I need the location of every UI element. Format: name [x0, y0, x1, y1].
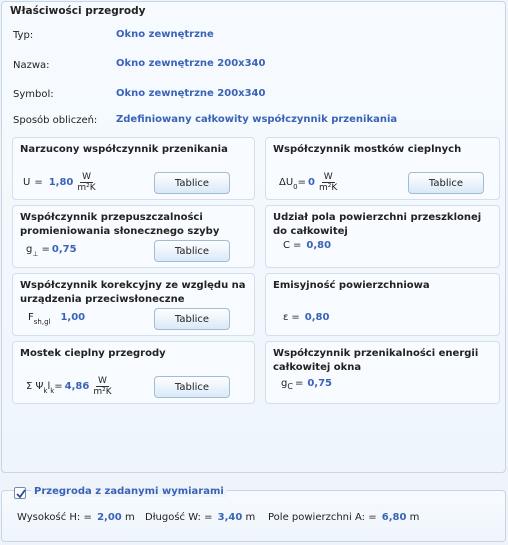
area-field: Pole powierzchni A: = 6,80 m [268, 512, 420, 523]
unit: $\frac{W}{\text{m²K}}$ [93, 376, 112, 397]
symbol: ΔU [279, 177, 294, 188]
symbol: Σ Ψ [26, 381, 44, 392]
box-total-energy-transmittance [265, 341, 500, 404]
formula-u [23, 172, 96, 193]
equals: = [294, 378, 304, 389]
formula-m: Σ Ψ k l k = 4,86 $\frac{W}{\text{m²K}}$ [26, 376, 112, 397]
symbol: F [28, 312, 34, 323]
box-title: Współczynnik mostków cieplnych [273, 144, 462, 155]
equals: = [292, 240, 302, 251]
formula-e [283, 312, 329, 323]
box-title: Udział pola powierzchni przeszklonej do całkowitej [273, 212, 482, 237]
value-u: 1,80 [48, 177, 74, 188]
value-gc: 0,75 [307, 378, 333, 389]
height-field: Wysokość H: = 2,00 m [17, 512, 135, 523]
value-du: 0 [308, 177, 315, 188]
box-title: Współczynnik korekcyjny ze względu na urządzenia przeciwsłoneczne [20, 280, 246, 305]
symbol-label: Symbol: [13, 89, 54, 100]
height-value[interactable]: 2,00 [97, 512, 122, 523]
box-title: Współczynnik przepuszczalności promieniowania słonecznego szyby [20, 212, 220, 237]
calc-method-label: Sposób obliczeń: [13, 115, 98, 126]
tables-button-m[interactable]: Tablice [154, 376, 230, 398]
equals: = [41, 244, 50, 255]
symbol-value: Okno zewnętrzne 200x340 [116, 88, 266, 99]
symbol: ε [283, 312, 289, 323]
tables-button-g[interactable]: Tablice [154, 240, 230, 262]
formula-c [283, 240, 331, 251]
area-value: 6,80 [381, 512, 407, 523]
value-c: 0,80 [306, 240, 332, 251]
name-value: Okno zewnętrzne 200x340 [116, 58, 266, 69]
length-field: Długość W: = 3,40 m [145, 512, 256, 523]
name-label: Nazwa: [13, 60, 50, 71]
equals: = [34, 177, 43, 188]
box-title: Współczynnik przenikalności energii całkowitej okna [273, 348, 479, 373]
formula-du: ΔU 0 = 0 $\frac{W}{\text{m²K}}$ [279, 172, 338, 193]
tables-button-du[interactable]: Tablice [408, 172, 484, 194]
box-title: Mostek cieplny przegrody [20, 348, 166, 359]
formula-g: g ⊥ = 0,75 [26, 244, 77, 258]
type-value: Okno zewnętrzne [116, 29, 214, 40]
box-imposed-u [12, 137, 255, 200]
box-emissivity [265, 273, 500, 336]
formula-gc: g C = 0,75 [281, 378, 333, 391]
unit: $\frac{W}{\text{m²K}}$ [319, 172, 338, 193]
value-e: 0,80 [304, 312, 330, 323]
symbol: g [281, 378, 288, 389]
equals: = [291, 312, 300, 323]
box-shading-correction [12, 273, 255, 336]
symbol: C [283, 240, 290, 251]
tables-button-u[interactable]: Tablice [154, 172, 230, 194]
dimensions-checkbox-label[interactable]: Przegroda z zadanymi wymiarami [31, 486, 227, 497]
tables-button-f[interactable]: Tablice [154, 308, 230, 330]
unit: $\frac{W}{\text{m²K}}$ [77, 172, 96, 193]
box-title: Narzucony współczynnik przenikania [20, 144, 228, 155]
symbol: g [26, 244, 33, 255]
box-title: Emisyjność powierzchniowa [273, 280, 430, 291]
type-label: Typ: [13, 30, 34, 41]
box-thermal-bridge [12, 341, 255, 404]
checkmark-icon [15, 488, 27, 500]
calc-method-value: Zdefiniowany całkowity współczynnik przenikania [116, 114, 398, 125]
box-thermal-bridges [265, 137, 500, 200]
box-glazing-share [265, 205, 500, 268]
symbol: U [23, 177, 31, 188]
box-solar-transmittance [12, 205, 255, 268]
dimensions-checkbox[interactable] [14, 487, 26, 499]
equals: = [54, 381, 63, 392]
value-f: 1,00 [60, 312, 86, 323]
length-value[interactable]: 3,40 [217, 512, 243, 523]
panel-title: Właściwości przegrody [10, 5, 146, 17]
value-m: 4,86 [64, 381, 90, 392]
formula-f: F sh,gl 1,00 [28, 312, 86, 326]
equals: = [297, 177, 307, 188]
value-g: 0,75 [51, 244, 77, 255]
